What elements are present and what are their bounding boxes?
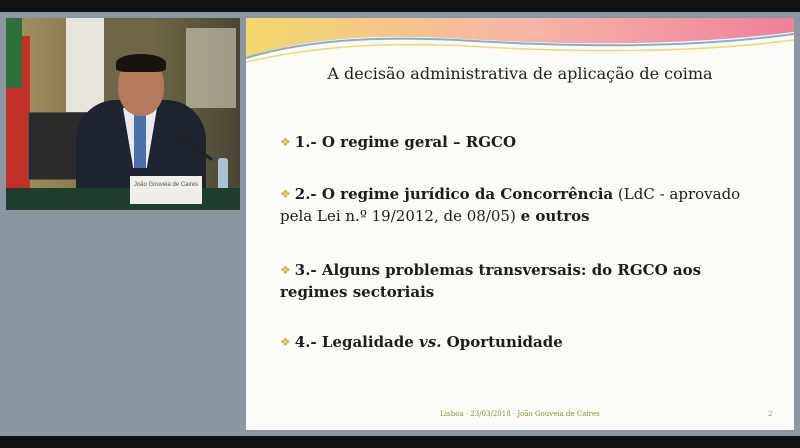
slide-page-number: 2 (768, 410, 773, 418)
bullet-text: e outros (520, 207, 590, 225)
bullet-item (280, 332, 770, 354)
diamond-bullet-icon: ❖ (280, 263, 291, 277)
bullet-text: 2.- O regime jurídico da Concorrência (294, 185, 614, 203)
bullet-text: 3.- Alguns problemas transversais: do RGCO aos regimes sectoriais (280, 261, 702, 301)
table (6, 188, 240, 210)
presentation-slide (246, 18, 794, 430)
slide-title: A decisão administrativa de aplicação de coima (327, 64, 713, 83)
bullet-item (280, 184, 770, 227)
slide-footer: Lisboa · 23/03/2018 · João Gouveia de Caires (440, 410, 600, 418)
bullet-item (280, 260, 770, 303)
bullet-emphasis: vs. (419, 333, 442, 351)
flag (6, 18, 22, 88)
speaker-hair (116, 54, 166, 72)
diamond-bullet-icon: ❖ (280, 335, 291, 349)
speaker-video (6, 18, 240, 210)
speaker-tie (134, 114, 146, 168)
bullet-text: 4.- Legalidade (294, 333, 420, 351)
bullet-text: Oportunidade (441, 333, 563, 351)
banner (186, 28, 236, 108)
bullet-text: 1.- O regime geral – RGCO (294, 133, 517, 151)
bullet-detail: (LdC - aprovado pela Lei n.º 19/2012, de 08/05) (280, 185, 741, 225)
speaker-nameplate: João Gouveia de Caires (130, 176, 202, 204)
diamond-bullet-icon: ❖ (280, 187, 291, 201)
diamond-bullet-icon: ❖ (280, 135, 291, 149)
video-top-bar (0, 0, 800, 12)
video-bottom-bar (0, 436, 800, 448)
bullet-item (280, 132, 770, 154)
